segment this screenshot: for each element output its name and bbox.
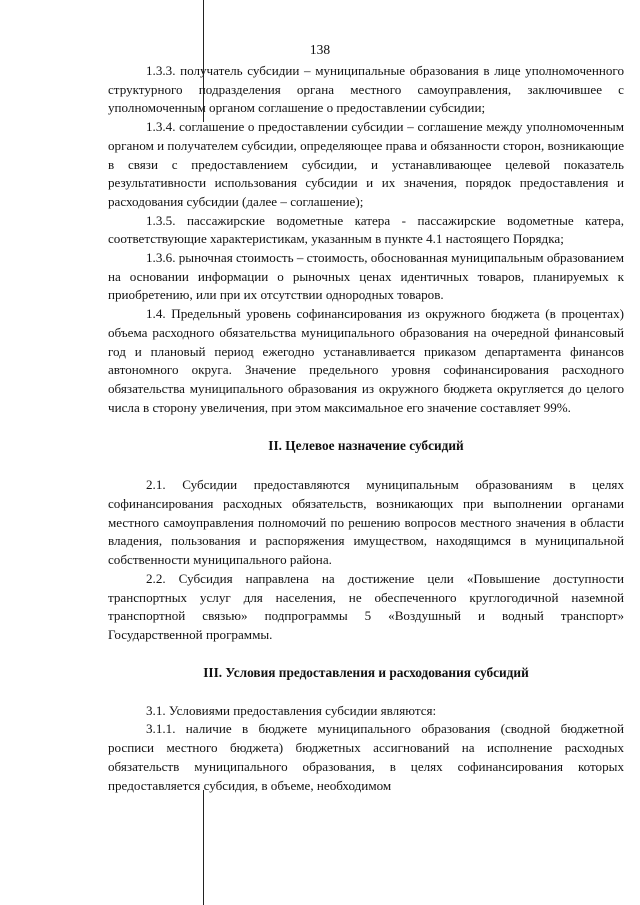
document-body	[108, 62, 624, 795]
paragraph-1-3-3: 1.3.3. получатель субсидии – муниципальные образования в лице уполномоченного структурного подразделения органа местного самоуправления, заключившее с уполномоченным органом соглашение о предоставлении субсидии;	[108, 63, 624, 116]
paragraph-3-1-1: 3.1.1. наличие в бюджете муниципального образования (сводной бюджетной росписи местного бюджета) бюджетных ассигнований на исполнение расходных обязательств муниципального образования, в целях софинансирования которых предоставляется субсидия, в объеме, необходимом	[108, 721, 624, 793]
paragraph-2-1: 2.1. Субсидии предоставляются муниципальным образованиям в целях софинансирования расходных обязательств, возникающих при выполнении органами местного самоуправления полномочий по решению вопросов местного значения в области владения, пользования и распоряжения имуществом, находящимся в муниципальной собственности муниципального района.	[108, 477, 624, 568]
paragraph-1-4: 1.4. Предельный уровень софинансирования из окружного бюджета (в процентах) объема расходного обязательства муниципального образования на очередной финансовый год и плановый период ежегодно устанавливается приказом департамента финансов автономного округа. Значение предельного уровня софинансирования расходного обязательства муниципального образования из окружного бюджета округляется до целого числа в сторону увеличения, при этом максимальное его значение составляет 99%.	[108, 306, 624, 415]
page-number: 138	[309, 42, 331, 57]
paragraph-1-3-4: 1.3.4. соглашение о предоставлении субсидии – соглашение между уполномоченным органом и получателем субсидии, определяющее права и обязанности сторон, возникающие в связи с предоставлением субсидии, и устанавливающее целевой показатель результативности использования субсидии и их значения, порядок предоставления и расходования субсидии (далее – соглашение);	[108, 119, 625, 209]
paragraph-3-1: 3.1. Условиями предоставления субсидии являются:	[146, 702, 437, 718]
paragraph-2-2: 2.2. Субсидия направлена на достижение цели «Повышение доступности транспортных услуг для населения, не обеспеченного круглогодичной наземной транспортной связью» подпрограммы 5 «Воздушный и водный транспорт» Государственной программы.	[108, 570, 624, 642]
section-2-heading: II. Целевое назначение субсидий	[268, 438, 464, 454]
section-3-heading: III. Условия предоставления и расходования субсидий	[203, 664, 529, 680]
scan-line-bottom	[203, 790, 204, 905]
paragraph-1-3-5: 1.3.5. пассажирские водометные катера - пассажирские водометные катера, соответствующие характеристикам, указанным в пункте 4.1 настоящего Порядка;	[108, 212, 624, 247]
paragraph-1-3-6: 1.3.6. рыночная стоимость – стоимость, обоснованная муниципальным образованием на основании информации о рыночных ценах идентичных товаров, планируемых к приобретению, или при их отсутствии однородных товаров.	[108, 250, 624, 303]
